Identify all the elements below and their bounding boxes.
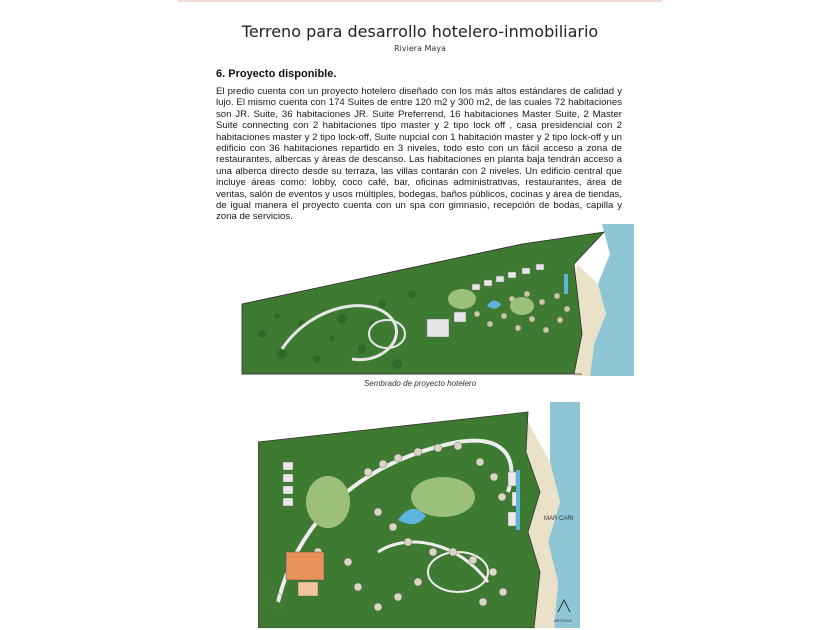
section-heading: 6. Proyecto disponible. bbox=[216, 68, 337, 80]
central-building bbox=[286, 552, 324, 580]
plan-caption: Sembrado de proyecto hotelero bbox=[363, 379, 477, 388]
site-plan-overview bbox=[222, 224, 634, 376]
lawn-1 bbox=[306, 476, 350, 528]
site-plan-detail bbox=[258, 402, 580, 628]
site-plan-detail-drawing bbox=[258, 402, 580, 628]
company-label: ARTIGAS bbox=[554, 618, 572, 623]
site-plan-overview-drawing bbox=[222, 224, 634, 376]
project-description: El predio cuenta con un proyecto hotelero diseñado con los más altos estándares de calidad y lujo. El mismo cuenta con 174 Suites de entre 120 m2 y 300 m2, de las cuales 72 habitaciones son JR. Suite, 36 habitaciones JR. Suite Preferrend, 16 habitaciones Master Suite, 2 Master Suite connecting con 2 habitaciones tipo master y 2 tipo lock off , casa presidencial con 2 habitaciones master y 2 tipo lock-off, Suite nupcial con 1 habitación master y 2 tipo lock-off y un edificio con 36 habitaciones repartido en 3 niveles, todo esto con un fácil acceso a zona de restaurantes, albercas y áreas de descanso. Las habitaciones en planta baja tendrán acceso a una alberca directo desde su terraza, las villas contarán con 2 niveles. Un edificio central que incluye áreas como: lobby, coco café, bar, oficinas administrativas, restaurantes, área de ventas, salón de eventos y usos múltiples, bodegas, baños públicos, cocinas y área de tiendas, de igual manera el proyecto cuenta con un spa con gimnasio, recepción de bodas, capilla y zona de servicios. bbox=[216, 86, 622, 223]
lawn-2 bbox=[411, 477, 475, 517]
document-subtitle: Riviera Maya bbox=[394, 44, 446, 53]
document-title: Terreno para desarrollo hotelero-inmobiliario bbox=[241, 22, 599, 41]
page-top-border bbox=[178, 0, 662, 2]
sea-label: MAR CARI bbox=[544, 516, 574, 522]
